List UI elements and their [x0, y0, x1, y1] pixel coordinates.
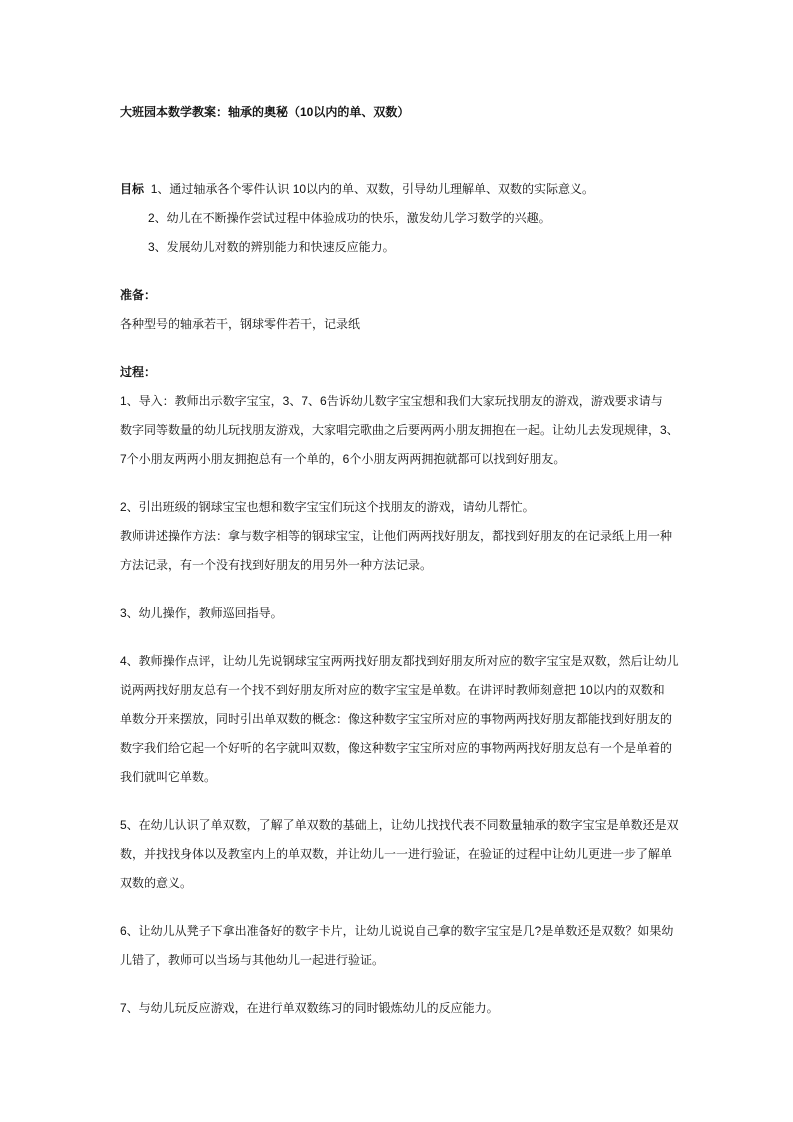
step-4-line: 4、教师操作点评，让幼儿先说钢球宝宝两两找好朋友都找到好朋友所对应的数字宝宝是双数，然后让幼儿: [120, 654, 679, 668]
step-2-line: 2、引出班级的钢球宝宝也想和数字宝宝们玩这个找朋友的游戏，请幼儿帮忙。: [120, 500, 535, 514]
goal-item-3: 3、发展幼儿对数的辨别能力和快速反应能力。: [148, 240, 395, 254]
process-heading: 过程：: [120, 365, 157, 379]
goals-label: 目标: [120, 182, 145, 196]
step-1-line: 数字同等数量的幼儿玩找朋友游戏，大家唱完歌曲之后要两两小朋友拥抱在一起。让幼儿去发现规律，3、: [120, 423, 679, 437]
goal-item-2: 2、幼儿在不断操作尝试过程中体验成功的快乐，激发幼儿学习数学的兴趣。: [148, 211, 551, 225]
goals-line-1: [120, 181, 680, 197]
step-1-line: 1、导入：教师出示数字宝宝，3、7、6告诉幼儿数字宝宝想和我们大家玩找朋友的游戏，游戏要求请与: [120, 394, 663, 408]
step-2-line: 教师讲述操作方法：拿与数字相等的钢球宝宝，让他们两两找好朋友，都找到好朋友的在记录纸上用一种: [120, 529, 673, 543]
step-1-line: 7个小朋友两两小朋友拥抱总有一个单的，6个小朋友两两拥抱就都可以找到好朋友。: [120, 452, 566, 466]
step-6-line: 6、让幼儿从凳子下拿出准备好的数字卡片，让幼儿说说自己拿的数字宝宝是几?是单数还是双数？如果幼: [120, 924, 674, 938]
prep-text: 各种型号的轴承若干，钢球零件若干，记录纸: [120, 317, 361, 331]
prep-heading: 准备：: [120, 288, 157, 302]
step-7-line: 7、与幼儿玩反应游戏，在进行单双数练习的同时锻炼幼儿的反应能力。: [120, 1001, 499, 1015]
step-4-line: 单数分开来摆放，同时引出单双数的概念：像这种数字宝宝所对应的事物两两找好朋友都能找到好朋友的: [120, 712, 673, 726]
step-6-line: 儿错了，教师可以当场与其他幼儿一起进行验证。: [120, 953, 385, 967]
step-5-line: 双数的意义。: [120, 876, 193, 890]
step-5-line: 数，并找找身体以及教室内上的单双数，并让幼儿一一进行验证，在验证的过程中让幼儿更进一步了解单: [120, 847, 673, 861]
step-2-line: 方法记录，有一个没有找到好朋友的用另外一种方法记录。: [120, 558, 433, 572]
step-5-line: 5、在幼儿认识了单双数，了解了单双数的基础上，让幼儿找找代表不同数量轴承的数字宝宝是单数还是双: [120, 818, 679, 832]
step-4-line: 说两两找好朋友总有一个找不到好朋友所对应的数字宝宝是单数。在讲评时教师刻意把 10以内的双数和: [120, 683, 665, 697]
document-title: 大班园本数学教案：轴承的奥秘（10以内的单、双数）: [120, 105, 410, 119]
goal-item-1: 1、通过轴承各个零件认识 10以内的单、双数，引导幼儿理解单、双数的实际意义。: [150, 182, 595, 196]
step-4-line: 数字我们给它起一个好听的名字就叫双数，像这种数字宝宝所对应的事物两两找好朋友总有一个是单着的: [120, 741, 673, 755]
step-4-line: 我们就叫它单数。: [120, 770, 217, 784]
step-3-line: 3、幼儿操作，教师巡回指导。: [120, 606, 283, 620]
